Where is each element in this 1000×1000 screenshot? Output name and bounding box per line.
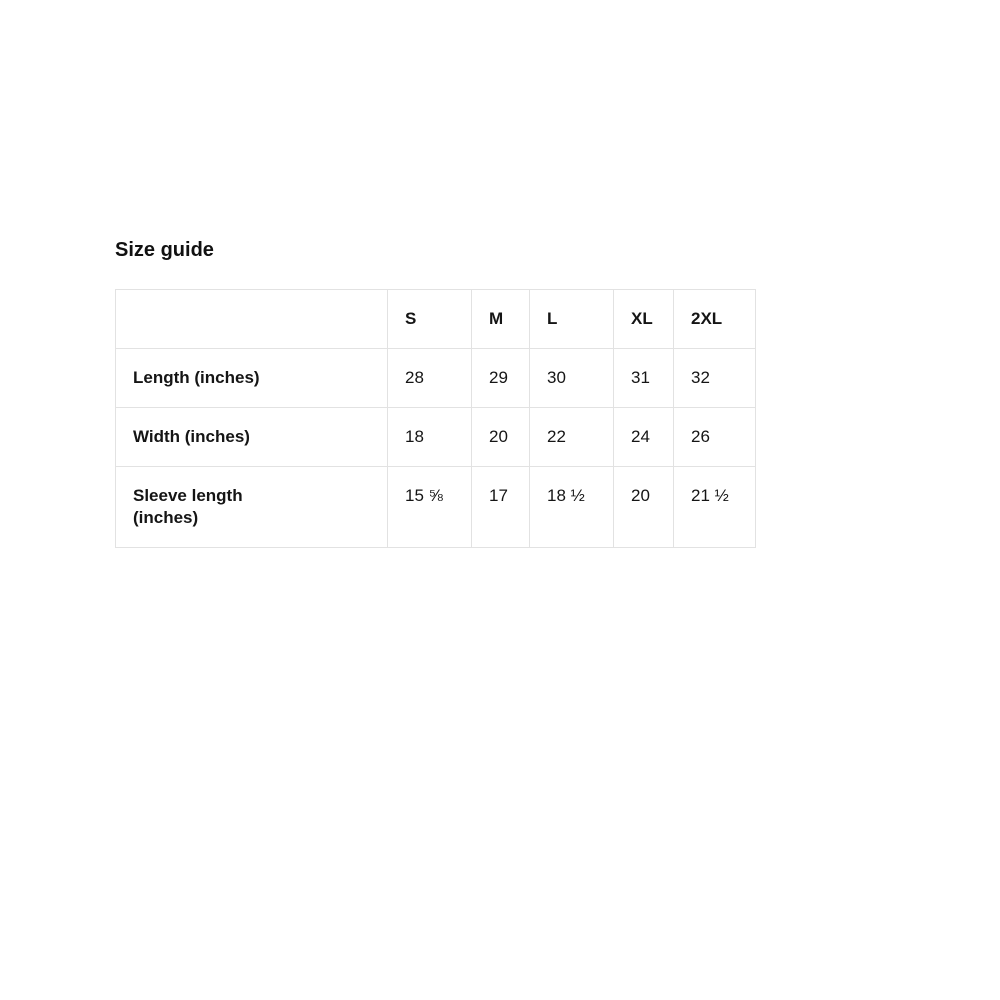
size-column-header: 2XL xyxy=(674,290,756,349)
measurement-label xyxy=(116,408,388,467)
size-guide-section xyxy=(115,239,757,548)
measurement-label xyxy=(116,467,388,548)
size-guide-body xyxy=(116,349,756,548)
measurement-value: 20 xyxy=(614,467,674,548)
size-column-header: XL xyxy=(614,290,674,349)
measurement-value: 22 xyxy=(530,408,614,467)
measurement-value: 29 xyxy=(472,349,530,408)
measurement-label-text: Sleeve length (inches) xyxy=(133,486,243,528)
measurement-value: 28 xyxy=(388,349,472,408)
measurement-value: 32 xyxy=(674,349,756,408)
size-column-header: S xyxy=(388,290,472,349)
measurement-value: 15 ⅝ xyxy=(388,467,472,548)
measurement-value: 17 xyxy=(472,467,530,548)
size-guide-header-row xyxy=(116,290,756,349)
measurement-value: 20 xyxy=(472,408,530,467)
corner-cell xyxy=(116,290,388,349)
size-column-header: M xyxy=(472,290,530,349)
size-guide-table xyxy=(115,289,756,548)
table-row xyxy=(116,408,756,467)
measurement-value: 21 ½ xyxy=(674,467,756,548)
measurement-value: 26 xyxy=(674,408,756,467)
table-row xyxy=(116,349,756,408)
measurement-value: 30 xyxy=(530,349,614,408)
measurement-value: 31 xyxy=(614,349,674,408)
size-guide-title: Size guide xyxy=(115,239,214,261)
measurement-label xyxy=(116,349,388,408)
size-column-header: L xyxy=(530,290,614,349)
measurement-value: 18 xyxy=(388,408,472,467)
measurement-label-text: Width (inches) xyxy=(133,427,250,447)
measurement-label-text: Length (inches) xyxy=(133,368,260,388)
measurement-value: 24 xyxy=(614,408,674,467)
table-row xyxy=(116,467,756,548)
measurement-value: 18 ½ xyxy=(530,467,614,548)
